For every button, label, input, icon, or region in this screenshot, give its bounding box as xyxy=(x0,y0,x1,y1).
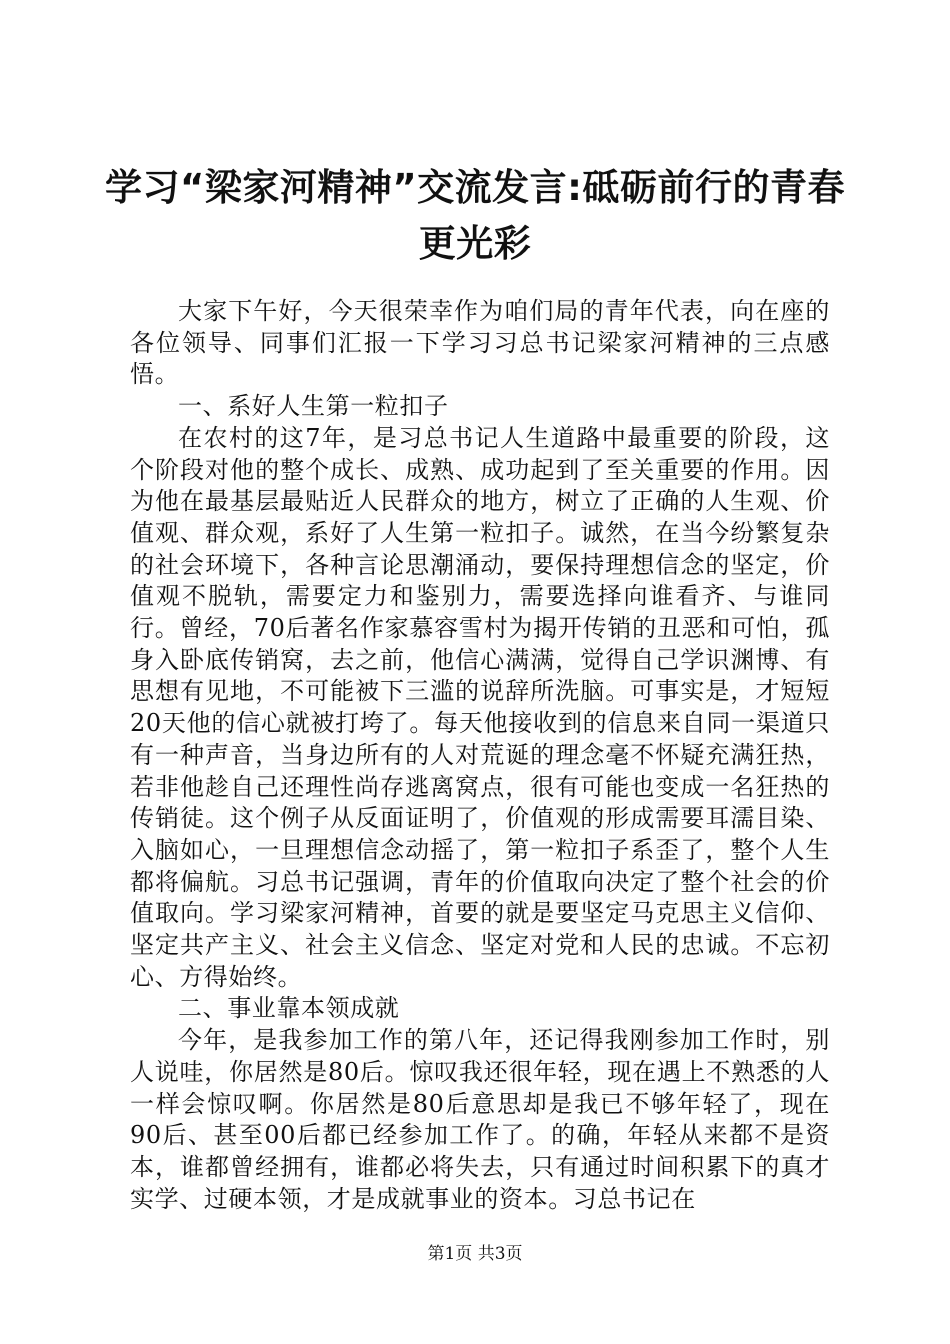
section-heading-2: 二、事业靠本领成就 xyxy=(178,994,400,1023)
document-body xyxy=(130,296,830,1215)
page-number-footer: 第1页 共3页 xyxy=(427,1244,523,1264)
intro-paragraph: 大家下午好，今天很荣幸作为咱们局的青年代表，向在座的各位领导、同事们汇报一下学习习总书记梁家河精神的三点感悟。 xyxy=(130,297,830,389)
section-heading-1: 一、系好人生第一粒扣子 xyxy=(178,392,449,421)
document-title: 学习“梁家河精神”交流发言:砥砺前行的青春更光彩 xyxy=(105,166,845,265)
section-2-paragraph: 今年，是我参加工作的第八年，还记得我刚参加工作时，别人说哇，你居然是80后。惊叹我还很年轻，现在遇上不熟悉的人一样会惊叹啊。你居然是80后意思却是我已不够年轻了，现在90后、甚至00后都已经参加工作了。的确，年轻从来都不是资本，谁都曾经拥有，谁都必将失去，只有通过时间积累下的真才实学、过硬本领，才是成就事业的资本。习总书记在 xyxy=(130,1026,830,1213)
section-1-paragraph: 在农村的这7年，是习总书记人生道路中最重要的阶段，这个阶段对他的整个成长、成熟、成功起到了至关重要的作用。因为他在最基层最贴近人民群众的地方，树立了正确的人生观、价值观、群众观，系好了人生第一粒扣子。诚然，在当今纷繁复杂的社会环境下，各种言论思潮涌动，要保持理想信念的坚定，价值观不脱轨，需要定力和鉴别力，需要选择向谁看齐、与谁同行。曾经，70后著名作家慕容雪村为揭开传销的丑恶和可怕，孤身入卧底传销窝，去之前，他信心满满，觉得自己学识渊博、有思想有见地，不可能被下三滥的说辞所洗脑。可事实是，才短短20天他的信心就被打垮了。每天他接收到的信息来自同一渠道只有一种声音，当身边所有的人对荒诞的理念毫不怀疑充满狂热，若非他趁自己还理性尚存逃离窝点，很有可能也变成一名狂热的传销徒。这个例子从反面证明了，价值观的形成需要耳濡目染、入脑如心，一旦理想信念动摇了，第一粒扣子系歪了，整个人生都将偏航。习总书记强调，青年的价值取向决定了整个社会的价值取向。学习梁家河精神，首要的就是要坚定马克思主义信仰、坚定共产主义、社会主义信念、坚定对党和人民的忠诚。不忘初心、方得始终。 xyxy=(130,423,830,991)
